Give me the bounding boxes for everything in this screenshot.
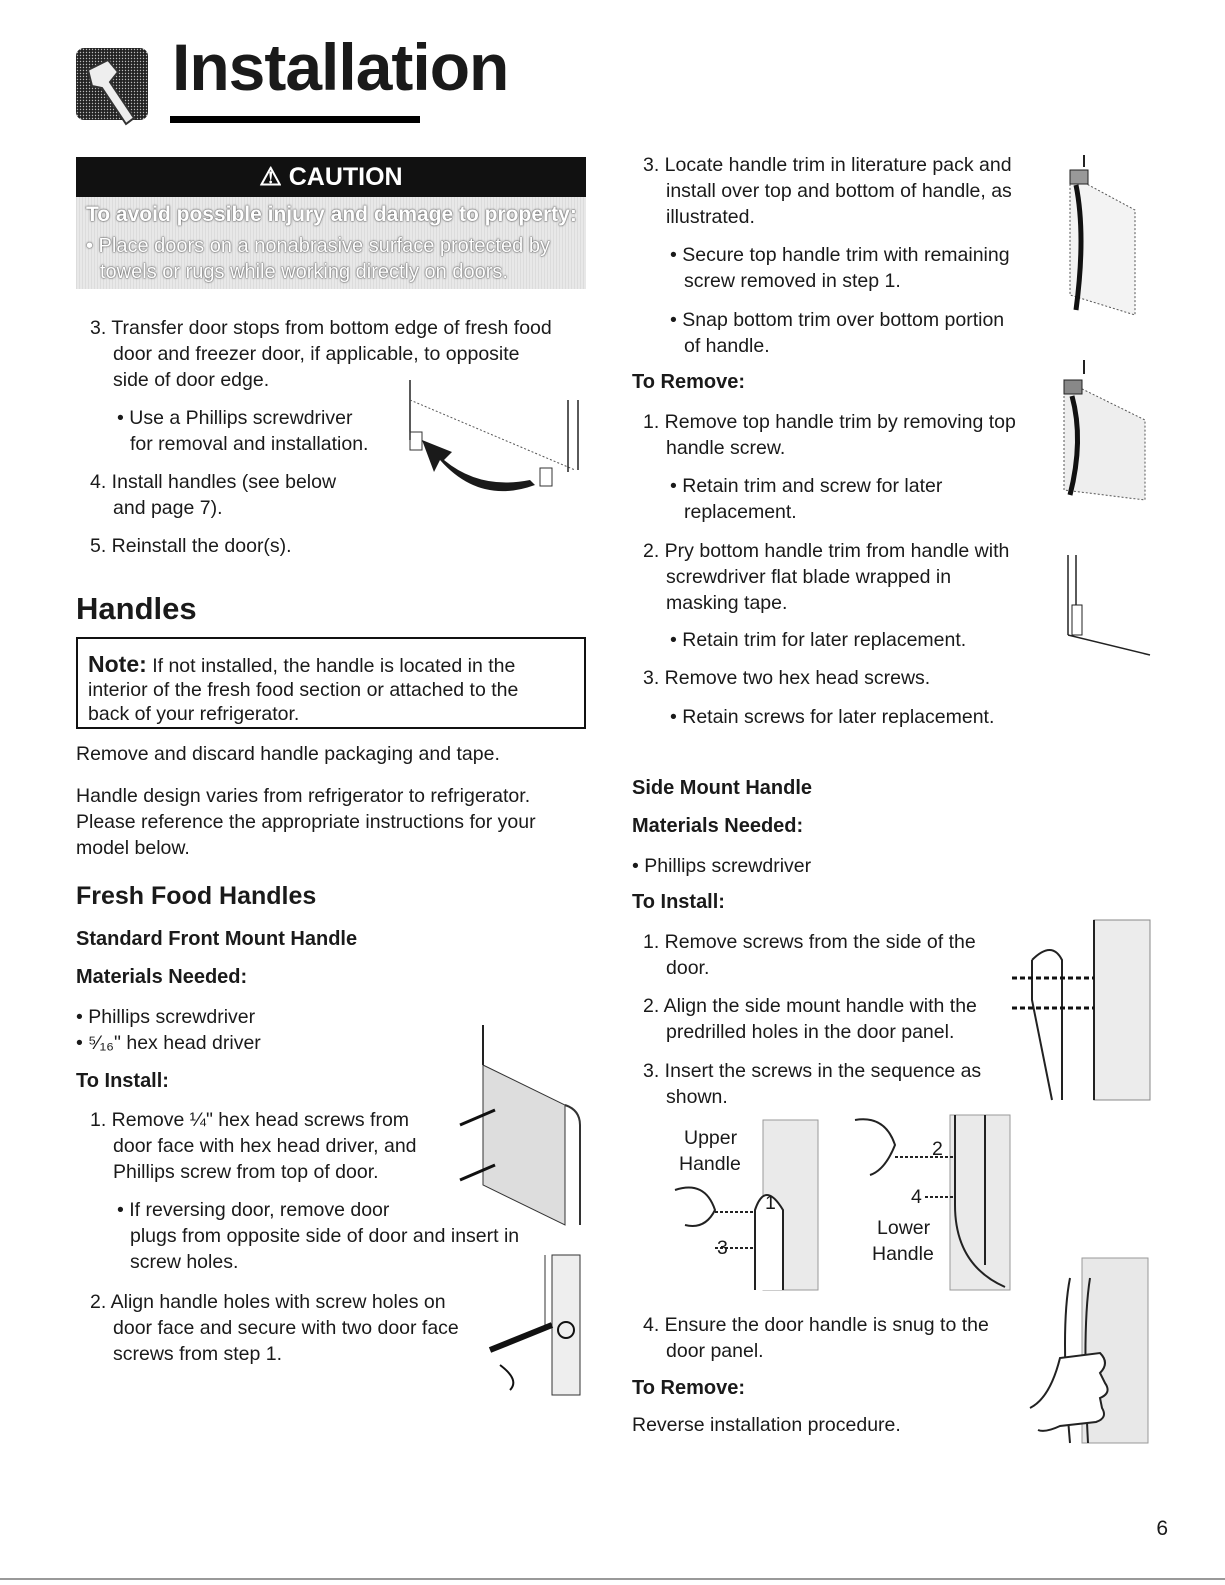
sub-heading: Materials Needed: xyxy=(76,966,248,988)
note-text: interior of the fresh food section or attached to the xyxy=(88,679,519,701)
step-text: door face with hex head driver, and xyxy=(113,1135,417,1157)
diagram-label: Lower xyxy=(877,1217,931,1239)
step-text: illustrated. xyxy=(666,206,755,228)
step-text: screwdriver flat blade wrapped in xyxy=(666,566,952,588)
bullet-text: • Phillips screwdriver xyxy=(76,1006,256,1028)
caution-line: towels or rugs while working directly on doors. xyxy=(100,261,508,283)
step-text: install over top and bottom of handle, as xyxy=(666,180,1012,202)
bullet-text: • Retain trim for later replacement. xyxy=(670,629,967,651)
bottom-rule xyxy=(0,1578,1225,1580)
sub-heading: Side Mount Handle xyxy=(632,777,812,799)
paragraph: Handle design varies from refrigerator to refrigerator. xyxy=(76,785,531,807)
caution-box xyxy=(76,157,586,289)
wrench-icon xyxy=(76,48,148,130)
step-text: 3. Insert the screws in the sequence as xyxy=(643,1060,982,1082)
paragraph: Reverse installation procedure. xyxy=(632,1414,901,1436)
step-text: door face and secure with two door face xyxy=(113,1317,459,1339)
section-heading: Fresh Food Handles xyxy=(76,882,317,910)
step-text: door and freezer door, if applicable, to opposite xyxy=(113,343,520,365)
diagram-label: Upper xyxy=(684,1127,738,1149)
page-number: 6 xyxy=(1156,1517,1168,1540)
step-text: shown. xyxy=(666,1086,728,1108)
step-text: door. xyxy=(666,957,710,979)
note-box xyxy=(76,637,586,729)
bullet-text: replacement. xyxy=(684,501,797,523)
sub-heading: To Remove: xyxy=(632,1377,745,1399)
note-text: back of your refrigerator. xyxy=(88,703,300,725)
trim-pry-illustration xyxy=(1060,555,1160,665)
step-text: 2. Pry bottom handle trim from handle with xyxy=(643,540,1010,562)
screw-number: 2 xyxy=(932,1138,943,1160)
handle-screw-illustration xyxy=(480,1255,590,1395)
step-text: masking tape. xyxy=(666,592,788,614)
step-text: 4. Install handles (see below xyxy=(90,471,337,493)
bullet-text: • Use a Phillips screwdriver xyxy=(117,407,353,429)
step-text: 2. Align handle holes with screw holes on xyxy=(90,1291,446,1313)
caution-heading: ⚠ CAUTION xyxy=(76,157,586,197)
bullet-text: • ⁵⁄₁₆" hex head driver xyxy=(76,1032,261,1054)
sub-heading: Standard Front Mount Handle xyxy=(76,928,358,950)
step-text: door panel. xyxy=(666,1340,764,1362)
hand-on-handle-illustration xyxy=(1030,1258,1150,1443)
sub-heading: Materials Needed: xyxy=(632,815,804,837)
trim-remove-illustration xyxy=(1040,360,1150,500)
caution-line: To avoid possible injury and damage to property: xyxy=(86,203,577,226)
step-text: 3. Transfer door stops from bottom edge of fresh food xyxy=(90,317,552,339)
step-text: 1. Remove screws from the side of the xyxy=(643,931,976,953)
step-text: 2. Align the side mount handle with the xyxy=(643,995,977,1017)
step-text: and page 7). xyxy=(113,497,223,519)
door-stop-illustration xyxy=(400,380,590,510)
sub-heading: To Install: xyxy=(76,1070,169,1092)
bullet-text: • Phillips screwdriver xyxy=(632,855,812,877)
caution-line: • Place doors on a nonabrasive surface protected by xyxy=(86,235,550,257)
step-text: 4. Ensure the door handle is snug to the xyxy=(643,1314,989,1336)
bullet-text: • Secure top handle trim with remaining xyxy=(670,244,1010,266)
step-text: 3. Remove two hex head screws. xyxy=(643,667,931,689)
handle-trim-illustration xyxy=(1040,155,1140,315)
bullet-text: for removal and installation. xyxy=(130,433,369,455)
sub-heading: To Remove: xyxy=(632,371,745,393)
bullet-text: • Snap bottom trim over bottom portion xyxy=(670,309,1005,331)
upper-handle-diagram xyxy=(675,1120,820,1290)
screw-number: 4 xyxy=(911,1186,922,1208)
bullet-text: • Retain screws for later replacement. xyxy=(670,706,995,728)
paragraph: model below. xyxy=(76,837,190,859)
step-text: handle screw. xyxy=(666,437,786,459)
step-text: predrilled holes in the door panel. xyxy=(666,1021,955,1043)
note-text: If not installed, the handle is located in the xyxy=(152,655,516,677)
sub-heading: To Install: xyxy=(632,891,725,913)
step-text: 5. Reinstall the door(s). xyxy=(90,535,292,557)
screw-number: 1 xyxy=(765,1192,776,1214)
screw-number: 3 xyxy=(717,1237,728,1259)
title-underline xyxy=(170,116,420,123)
bullet-text: screw removed in step 1. xyxy=(684,270,901,292)
side-handle-illustration xyxy=(1012,920,1152,1100)
bullet-text: screw holes. xyxy=(130,1251,239,1273)
step-text: Phillips screw from top of door. xyxy=(113,1161,379,1183)
bullet-text: of handle. xyxy=(684,335,770,357)
step-text: 3. Locate handle trim in literature pack and xyxy=(643,154,1012,176)
bullet-text: • Retain trim and screw for later xyxy=(670,475,943,497)
paragraph: Remove and discard handle packaging and tape. xyxy=(76,743,500,765)
diagram-label: Handle xyxy=(679,1153,741,1175)
diagram-label: Handle xyxy=(872,1243,934,1265)
note-label: Note: xyxy=(88,651,147,677)
step-text: 1. Remove ¼" hex head screws from xyxy=(90,1109,410,1131)
step-text: 1. Remove top handle trim by removing top xyxy=(643,411,1016,433)
bullet-text: • If reversing door, remove door xyxy=(117,1199,390,1221)
step-text: screws from step 1. xyxy=(113,1343,283,1365)
front-handle-illustration xyxy=(455,1025,585,1225)
bullet-text: plugs from opposite side of door and insert in xyxy=(130,1225,520,1247)
section-heading: Handles xyxy=(76,591,197,626)
paragraph: Please reference the appropriate instructions for your xyxy=(76,811,536,833)
page-title: Installation xyxy=(172,30,509,104)
step-text: side of door edge. xyxy=(113,369,270,391)
